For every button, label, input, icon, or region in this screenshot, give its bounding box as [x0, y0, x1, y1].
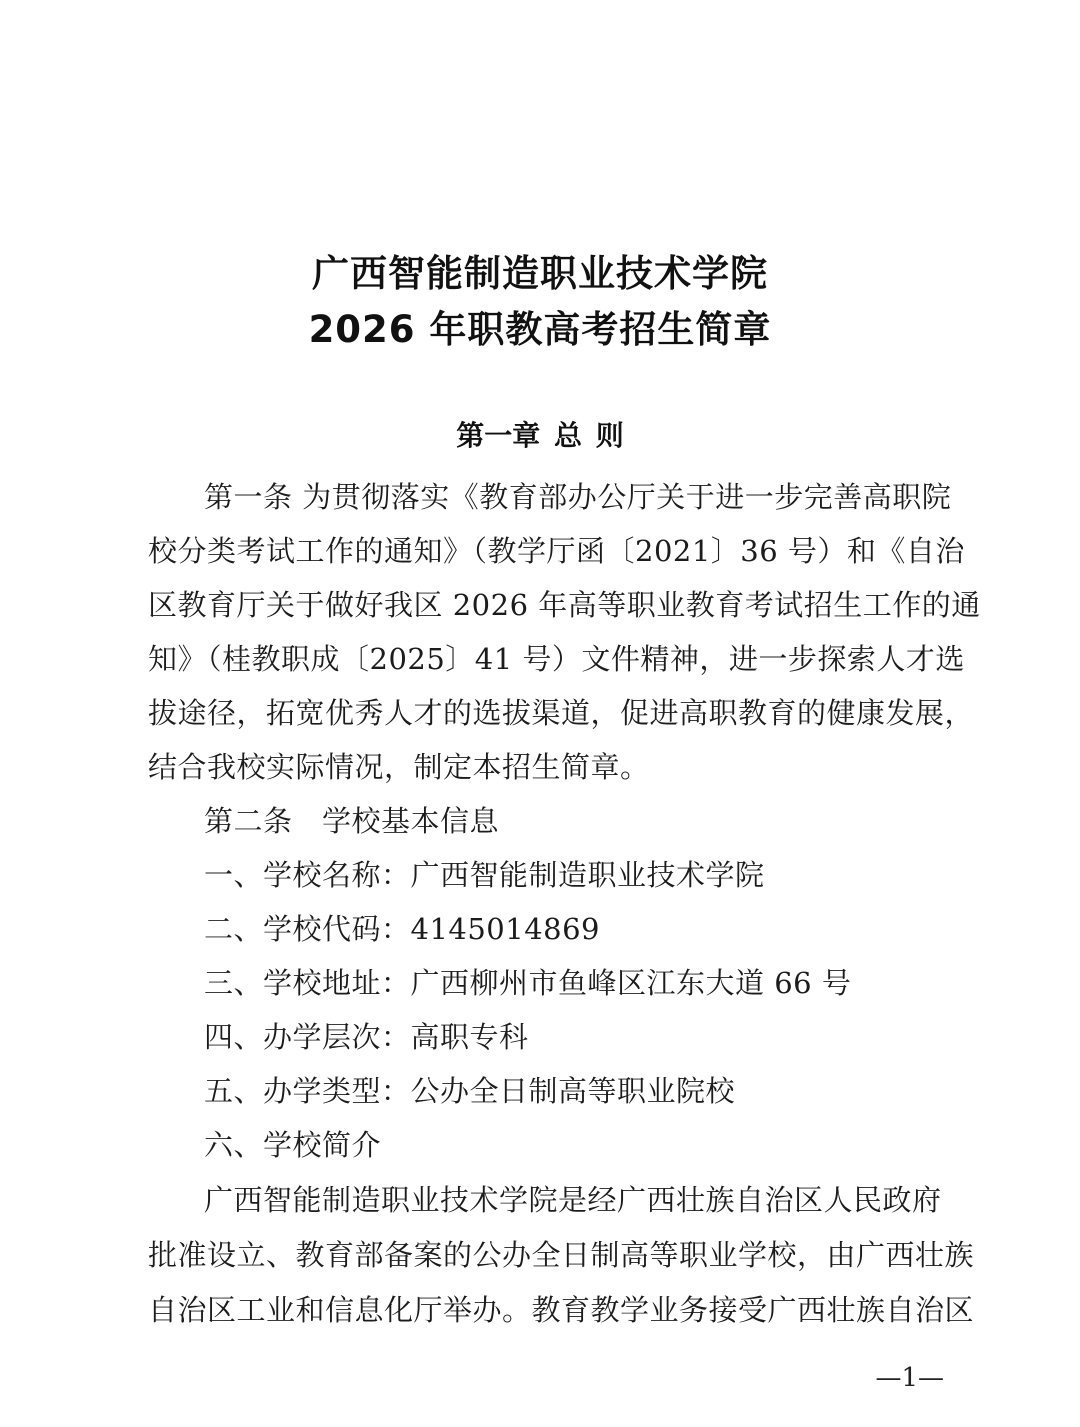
article1-line: 校分类考试工作的通知》（教学厅函〔2021〕36 号）和《自治 [148, 534, 965, 568]
article2-heading: 第二条 学校基本信息 [204, 804, 500, 838]
school-info-item: 二、学校代码：4145014869 [204, 912, 601, 946]
chapter-heading: 第一章 总 则 [456, 419, 624, 452]
page-number: —1— [875, 1363, 944, 1393]
article1-line: 结合我校实际情况，制定本招生简章。 [148, 750, 650, 784]
school-info-item: 一、学校名称：广西智能制造职业技术学院 [204, 858, 765, 892]
article1-line: 拔途径，拓宽优秀人才的选拔渠道，促进高职教育的健康发展， [148, 696, 975, 730]
school-info-item: 三、学校地址：广西柳州市鱼峰区江东大道 66 号 [204, 966, 852, 1000]
school-info-item: 六、学校简介 [204, 1128, 382, 1162]
school-info-item: 四、办学层次：高职专科 [204, 1020, 529, 1054]
article1-line: 区教育厅关于做好我区 2026 年高等职业教育考试招生工作的通 [148, 588, 981, 622]
article1-line: 第一条 为贯彻落实《教育部办公厅关于进一步完善高职院 [204, 480, 952, 514]
document-title-line1: 广西智能制造职业技术学院 [312, 252, 768, 295]
school-intro-line: 广西智能制造职业技术学院是经广西壮族自治区人民政府 [204, 1183, 942, 1217]
school-intro-line: 批准设立、教育部备案的公办全日制高等职业学校，由广西壮族 [148, 1238, 975, 1272]
article1-line: 知》（桂教职成〔2025〕41 号）文件精神，进一步探索人才选 [148, 642, 965, 676]
document-title-line2: 2026 年职教高考招生简章 [308, 308, 772, 351]
school-intro-line: 自治区工业和信息化厅举办。教育教学业务接受广西壮族自治区 [148, 1293, 975, 1327]
school-info-item: 五、办学类型：公办全日制高等职业院校 [204, 1074, 736, 1108]
